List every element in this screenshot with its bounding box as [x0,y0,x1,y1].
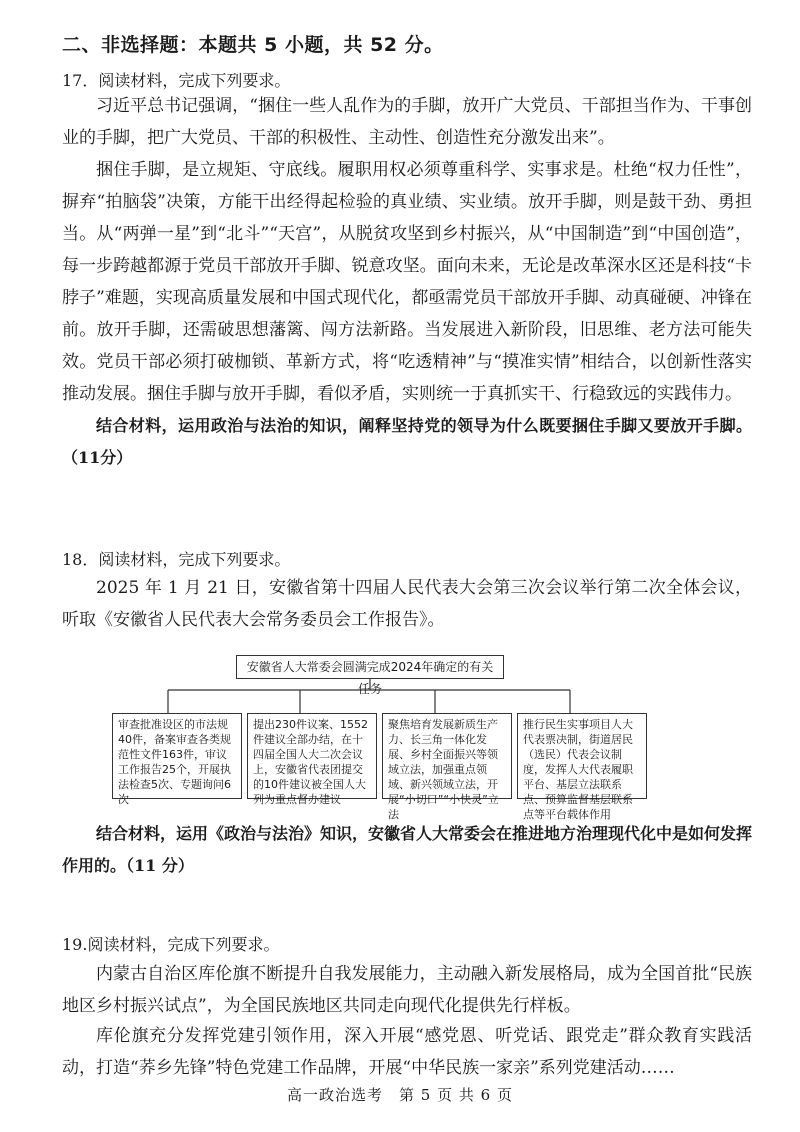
q19-paragraph-2: 库伦旗充分发挥党建引领作用，深入开展“感党恩、听党话、跟党走”群众教育实践活动，打造“荞乡先锋”特色党建工作品牌，开展“中华民族一家亲”系列党建活动…… [62,1026,752,1078]
diagram-box-people-livelihood: 推行民生实事项目人大代表票决制，街道居民（选民）代表会议制度，发挥人大代表履职平台、基层立法联系点、预算监督基层联系点等平台载体作用 [517,713,647,799]
q18-paragraph-1: 2025 年 1 月 21 日，安徽省第十四届人民代表大会第三次会议举行第二次全体会议，听取《安徽省人民代表大会常务委员会工作报告》。 [62,578,752,630]
q17-task: 结合材料，运用政治与法治的知识，阐释坚持党的领导为什么既要捆住手脚又要放开手脚。（11分） [62,416,752,467]
page-footer: 高一政治选考 第 5 页 共 6 页 [287,1086,513,1104]
diagram-box-legislation-review: 审查批准设区的市法规40件，备案审查各类规范性文件163件，审议工作报告25个，开展执法检查5次、专题询问6次 [112,713,242,799]
q17-paragraph-2: 捆住手脚，是立规矩、守底线。履职用权必须尊重科学、实事求是。杜绝“权力任性”，摒弃“拍脑袋”决策，方能干出经得起检验的真业绩、实业绩。放开手脚，则是鼓干劲、勇担当。从“两弹一星”到“北斗”“天宫”，从脱贫攻坚到乡村振兴，从“中国制造”到“中国创造”，每一步跨越都源于党员干部放开手脚、锐意攻坚。面向未来，无论是改革深水区还是科技“卡脖子”难题，实现高质量发展和中国式现代化，都亟需党员干部放开手脚、动真碰硬、冲锋在前。放开手脚，还需破思想藩篱、闯方法新路。当发展进入新阶段，旧思维、老方法可能失效。党员干部必须打破枷锁、革新方式，将“吃透精神”与“摸准实情”相结合，以创新性落实推动发展。捆住手脚与放开手脚，看似矛盾，实则统一于真抓实干、行稳致远的实践伟力。 [62,160,752,404]
diagram-box-proposals: 提出230件议案、1552件建议全部办结，在十四届全国人大二次会议上，安徽省代表团提交的10件建议被全国人大列为重点督办建议 [247,713,377,799]
q19-heading: 19.阅读材料，完成下列要求。 [62,935,280,954]
q17-heading: 17．阅读材料，完成下列要求。 [62,71,291,90]
q19-paragraph-1: 内蒙古自治区库伦旗不断提升自我发展能力，主动融入新发展格局，成为全国首批“民族地区乡村振兴试点”，为全国民族地区共同走向现代化提供先行样板。 [62,964,752,1016]
q18-task: 结合材料，运用《政治与法治》知识，安徽省人大常委会在推进地方治理现代化中是如何发挥作用的。（11 分） [62,824,753,875]
diagram-title-box: 安徽省人大常委会圆满完成2024年确定的有关任务 [236,655,504,679]
q17-paragraph-1: 习近平总书记强调，“捆住一些人乱作为的手脚，放开广大党员、干部担当作为、干事创业的手脚，把广大党员、干部的积极性、主动性、创造性充分激发出来”。 [62,96,752,148]
q18-heading: 18．阅读材料，完成下列要求。 [62,550,291,569]
section-title: 二、非选择题：本题共 5 小题，共 52 分。 [62,34,444,56]
diagram-box-key-areas: 聚焦培育发展新质生产力、长三角一体化发展、乡村全面振兴等领域立法，加强重点领域、新兴领域立法，开展“小切口”“小快灵”立法 [382,713,512,799]
